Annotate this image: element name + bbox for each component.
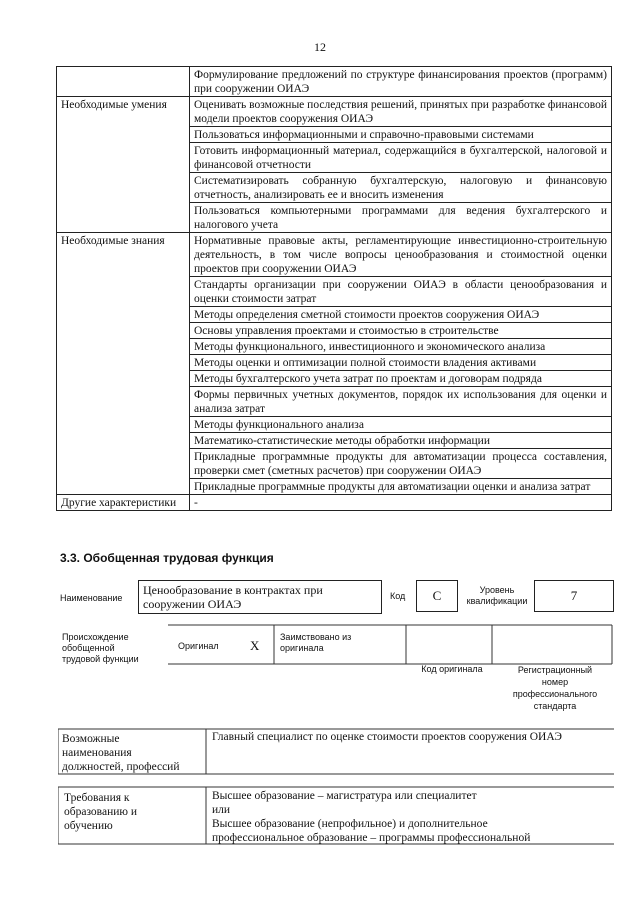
origin-label [62,632,139,665]
education-label-line-1: Требования к [64,792,130,804]
code-label: Код [390,591,406,601]
row-item: Систематизировать собранную бухгалтерскую, налоговую и финансовую отчетность, анализировать ее и вносить изменения [190,173,612,203]
origin-label-line-1: Происхождение [62,632,129,642]
code-original-label: Код оригинала [421,664,483,674]
code-value-box [416,580,458,612]
reg-number-line-2: номер [541,677,569,687]
reg-number-line-4: стандарта [533,701,577,711]
positions-label [62,732,179,774]
row-item: Пользоваться информационными и справочно-правовыми системами [190,127,612,143]
borrowed-label [280,632,351,654]
reg-number-label [500,664,610,712]
education-line-2: или [212,804,231,816]
row-label: Необходимые умения [57,97,190,233]
row-item: Формулирование предложений по структуре финансирования проектов (программ) при сооружении ОИАЭ [190,67,612,97]
row-item: Методы определения сметной стоимости проектов сооружения ОИАЭ [190,307,612,323]
education-label [64,791,137,833]
row-item: Основы управления проектами и стоимостью в строительстве [190,323,612,339]
row-item: Стандарты организации при сооружении ОИАЭ в области ценообразования и оценки стоимости затрат [190,277,612,307]
row-item: Формы первичных учетных документов, порядок их использования для оценки и анализа затрат [190,387,612,417]
positions-label-line-1: Возможные [62,733,120,745]
borrowed-label-line-2: оригинала [280,643,324,653]
education-label-line-2: образованию и [64,806,137,818]
positions-label-line-2: наименования [62,747,132,759]
row-label [57,67,190,97]
table-row [57,67,612,97]
row-item: Прикладные программные продукты для автоматизации процесса составления, проверки смет (сметных расчетов) при сооружении ОИАЭ [190,449,612,479]
row-item: Методы оценки и оптимизации полной стоимости владения активами [190,355,612,371]
page-number: 12 [314,40,326,54]
level-value: 7 [570,588,578,603]
level-label-line-2: квалификации [466,596,528,606]
code-value: С [432,588,442,603]
name-label: Наименование [60,593,123,603]
level-label-line-1: Уровень [479,585,515,595]
education-value [212,789,530,845]
row-item: Оценивать возможные последствия решений, принятых при разработке финансовой модели проектов сооружения ОИАЭ [190,97,612,127]
education-line-3: Высшее образование (непрофильное) и дополнительное [212,818,488,830]
row-item: - [190,495,612,511]
row-item: Методы бухгалтерского учета затрат по проектам и договорам подряда [190,371,612,387]
level-value-box [534,580,614,612]
education-label-line-3: обучению [64,820,113,832]
knowledge-table [56,66,612,511]
borrowed-label-line-1: Заимствовано из [280,632,352,642]
education-line-4: профессиональное образование – программы профессиональной [212,832,531,844]
name-value-box [138,580,382,614]
table-row [57,97,612,127]
row-label: Другие характеристики [57,495,190,511]
level-label [462,585,532,607]
origin-label-line-2: обобщенной [62,643,115,653]
origin-label-line-3: трудовой функции [62,654,139,664]
original-mark: X [250,638,260,653]
original-label: Оригинал [178,641,219,651]
row-item: Пользоваться компьютерными программами для ведения бухгалтерского и налогового учета [190,203,612,233]
name-value: Ценообразование в контрактах при сооружении ОИАЭ [143,583,323,611]
row-item: Готовить информационный материал, содержащийся в бухгалтерской, налоговой и финансовой отчетности [190,143,612,173]
reg-number-line-3: профессионального [512,689,598,699]
table-row [57,233,612,277]
origin-grid [168,624,614,666]
positions-label-line-3: должностей, профессий [62,761,180,773]
section-title: 3.3. Обобщенная трудовая функция [60,551,274,565]
education-line-1: Высшее образование – магистратура или специалитет [212,790,477,802]
row-item: Методы функционального, инвестиционного и экономического анализа [190,339,612,355]
positions-value: Главный специалист по оценке стоимости проектов сооружения ОИАЭ [212,731,562,743]
row-label: Необходимые знания [57,233,190,495]
row-item: Прикладные программные продукты для автоматизации оценки и анализа затрат [190,479,612,495]
row-item: Математико-статистические методы обработки информации [190,433,612,449]
row-item: Нормативные правовые акты, регламентирующие инвестиционно-строительную деятельность, в том числе вопросы ценообразования и стоимостной оценки проектов при сооружении ОИАЭ [190,233,612,277]
table-row [57,495,612,511]
row-item: Методы функционального анализа [190,417,612,433]
reg-number-line-1: Регистрационный [517,665,593,675]
